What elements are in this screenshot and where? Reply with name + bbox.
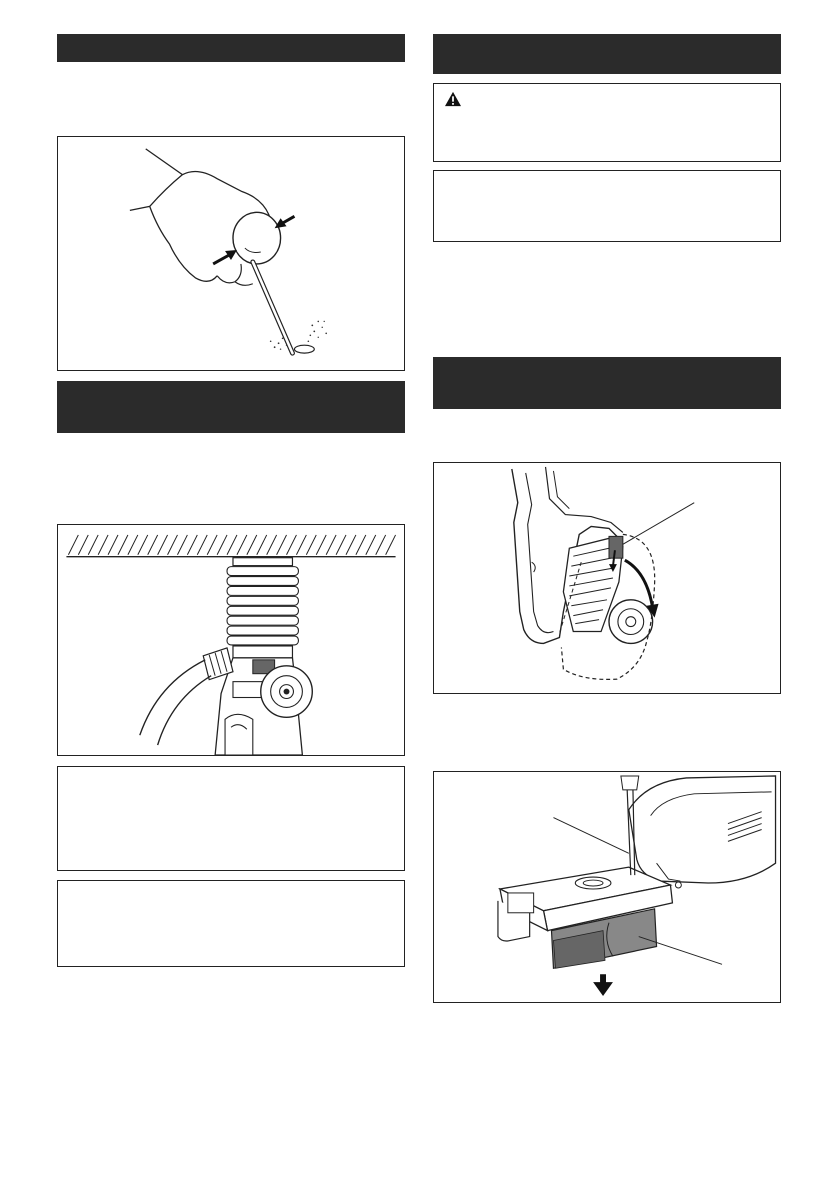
figure-remove-filter [433, 771, 781, 1003]
dust-cover-removal-figure [434, 463, 780, 693]
overhead-drill-with-hose-figure [58, 525, 404, 755]
figure-remove-cover [433, 462, 781, 694]
warning-triangle-icon [444, 91, 462, 107]
warning-box [433, 83, 781, 162]
section-heading-bar-overhead [57, 381, 405, 433]
note-box-left-1 [57, 766, 405, 871]
section-heading-bar-maintenance [433, 34, 781, 74]
figure-blow-out-bulb [57, 136, 405, 371]
section-heading-bar-dust-case [433, 357, 781, 409]
filter-removal-with-screwdriver-figure [434, 772, 780, 1002]
note-box-left-2 [57, 880, 405, 967]
figure-overhead-hose [57, 524, 405, 756]
section-heading-bar-cleaning [57, 34, 405, 62]
note-box-right [433, 170, 781, 242]
hand-squeezing-bulb-figure [58, 137, 404, 370]
